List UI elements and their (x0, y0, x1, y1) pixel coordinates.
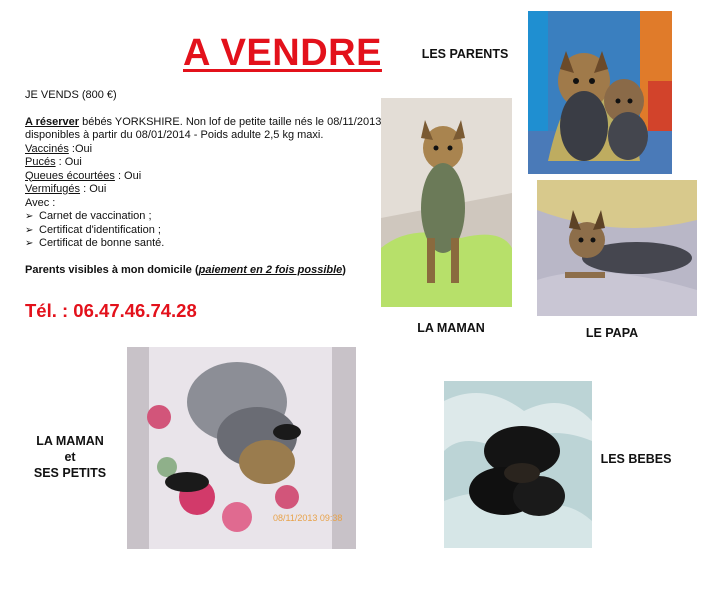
parents-note: Parents visibles à mon domicile (paiement en 2 fois possible) (25, 263, 346, 276)
list-item: ➢ Carnet de vaccination ; (25, 210, 152, 222)
phone-number: Tél. : 06.47.46.74.28 (25, 300, 197, 321)
fact-value: : Oui (80, 183, 107, 195)
chevron-right-icon: ➢ (25, 238, 34, 249)
reserve-line-1 (25, 115, 382, 130)
ad-text (25, 89, 382, 277)
intro-line: JE VENDS (800 €) (25, 89, 117, 101)
father-photo (537, 180, 697, 316)
reserve-text-1: bébés YORKSHIRE. Non lof de petite taille nés le 08/11/2013 (79, 115, 382, 128)
chevron-right-icon: ➢ (25, 224, 34, 236)
reserve-lead: A réserver (25, 115, 80, 128)
fact-tails (25, 170, 365, 184)
fact-label: Pucés (25, 156, 56, 168)
parents-photo (528, 11, 672, 174)
with-label: Avec : (25, 196, 56, 209)
fact-label: Vermifugés (25, 183, 81, 195)
fact-value: : Oui (55, 156, 82, 168)
reserve-line-2: disponibles à partir du 08/01/2014 - Poids adulte 2,5 kg maxi. (25, 129, 324, 141)
includes-list (25, 210, 365, 251)
payment-note: paiement en 2 fois possible (198, 263, 343, 276)
mother-puppies-photo (127, 347, 356, 549)
caption-papa: LE PAPA (585, 326, 639, 340)
fact-vaccines (25, 143, 365, 157)
mother-photo (381, 98, 512, 307)
puppies-photo (444, 381, 592, 548)
caption-bebes: LES BEBES (600, 452, 672, 466)
fact-label: Vaccinés (25, 142, 69, 155)
fact-dewormed (25, 183, 365, 197)
fact-chip (25, 156, 365, 170)
caption-maman: LA MAMAN (417, 321, 485, 335)
chevron-right-icon: ➢ (25, 211, 34, 222)
caption-maman-petits: LA MAMAN et SES PETITS (33, 434, 107, 480)
list-item: ➢ Certificat d'identification ; (25, 223, 161, 236)
fact-value: : Oui (114, 169, 142, 182)
list-item: ➢ Certificat de bonne santé. (25, 237, 165, 249)
photo-timestamp: 08/11/2013 09:38 (273, 513, 343, 523)
caption-parents: LES PARENTS (421, 47, 509, 61)
fact-label: Queues écourtées (25, 169, 115, 182)
fact-value: :Oui (68, 142, 93, 155)
page-title: A VENDRE (183, 32, 382, 74)
